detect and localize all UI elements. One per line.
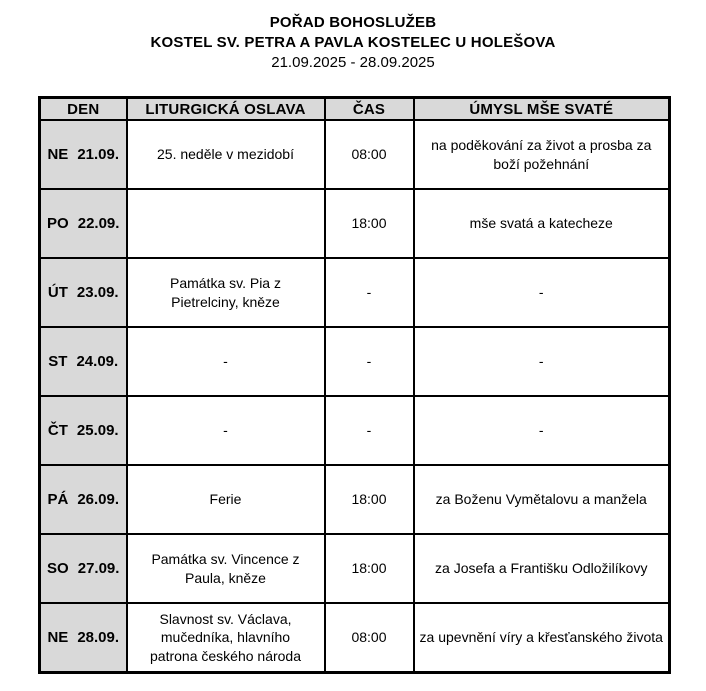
time-cell: - (325, 258, 414, 327)
day-abbr: NE (47, 145, 69, 163)
header-row (40, 98, 670, 121)
day-date: 28.09. (77, 628, 120, 646)
time-cell: 18:00 (325, 189, 414, 258)
day-date: 21.09. (77, 145, 120, 163)
day-label (43, 628, 124, 648)
table-row (40, 534, 670, 603)
time-cell: - (325, 396, 414, 465)
intention-cell: na poděkování za život a prosba za boží požehnání (414, 120, 670, 189)
table-row (40, 396, 670, 465)
day-cell (40, 603, 127, 673)
time-cell: 08:00 (325, 120, 414, 189)
day-label (43, 421, 124, 441)
celebration-cell: Ferie (127, 465, 325, 534)
day-label (43, 559, 124, 579)
day-label (43, 214, 124, 234)
day-cell (40, 327, 127, 396)
day-date: 26.09. (77, 490, 120, 508)
intention-cell: za upevnění víry a křesťanského života (414, 603, 670, 673)
intention-cell: mše svatá a katecheze (414, 189, 670, 258)
col-header-liturgicka-oslava: LITURGICKÁ OSLAVA (127, 98, 325, 121)
col-header-den: DEN (40, 98, 127, 121)
table-row (40, 327, 670, 396)
celebration-cell: Slavnost sv. Václava, mučedníka, hlavního patrona českého národa (127, 603, 325, 673)
day-abbr: ST (48, 352, 68, 370)
day-cell (40, 534, 127, 603)
celebration-cell: 25. neděle v mezidobí (127, 120, 325, 189)
table-row (40, 603, 670, 673)
schedule-table (38, 96, 671, 674)
intention-cell: - (414, 396, 670, 465)
document-title: POŘAD BOHOSLUŽEB (269, 14, 437, 31)
day-date: 27.09. (77, 559, 120, 577)
document-header (0, 0, 706, 73)
church-name: KOSTEL SV. PETRA A PAVLA KOSTELEC U HOLEŠOVA (150, 34, 556, 51)
time-cell: 18:00 (325, 465, 414, 534)
col-header-cas: ČAS (325, 98, 414, 121)
intention-cell: za Josefa a Františku Odložilíkovy (414, 534, 670, 603)
celebration-cell (127, 189, 325, 258)
day-label (43, 352, 124, 372)
day-abbr: NE (47, 628, 69, 646)
intention-cell: za Boženu Vymětalovu a manžela (414, 465, 670, 534)
day-abbr: ČT (47, 421, 68, 439)
table-row (40, 120, 670, 189)
col-header-umysl-mse-svate: ÚMYSL MŠE SVATÉ (414, 98, 670, 121)
day-date: 23.09. (76, 283, 119, 301)
day-abbr: SO (47, 559, 69, 577)
time-cell: 18:00 (325, 534, 414, 603)
intention-cell: - (414, 327, 670, 396)
time-cell: - (325, 327, 414, 396)
table-row (40, 189, 670, 258)
celebration-cell: Památka sv. Vincence z Paula, kněze (127, 534, 325, 603)
day-label (43, 490, 124, 510)
day-cell (40, 465, 127, 534)
date-range: 21.09.2025 - 28.09.2025 (271, 54, 435, 71)
intention-cell: - (414, 258, 670, 327)
time-cell: 08:00 (325, 603, 414, 673)
day-cell (40, 396, 127, 465)
day-date: 25.09. (76, 421, 119, 439)
day-abbr: PÁ (47, 490, 69, 508)
table-row (40, 258, 670, 327)
day-abbr: ÚT (47, 283, 68, 301)
day-date: 22.09. (77, 214, 120, 232)
day-cell (40, 120, 127, 189)
celebration-cell: - (127, 396, 325, 465)
day-label (43, 145, 124, 165)
day-label (43, 283, 124, 303)
celebration-cell: Památka sv. Pia z Pietrelciny, kněze (127, 258, 325, 327)
day-cell (40, 258, 127, 327)
celebration-cell: - (127, 327, 325, 396)
table-row (40, 465, 670, 534)
day-cell (40, 189, 127, 258)
day-abbr: PO (47, 214, 69, 232)
schedule-body (40, 120, 670, 673)
day-date: 24.09. (76, 352, 119, 370)
